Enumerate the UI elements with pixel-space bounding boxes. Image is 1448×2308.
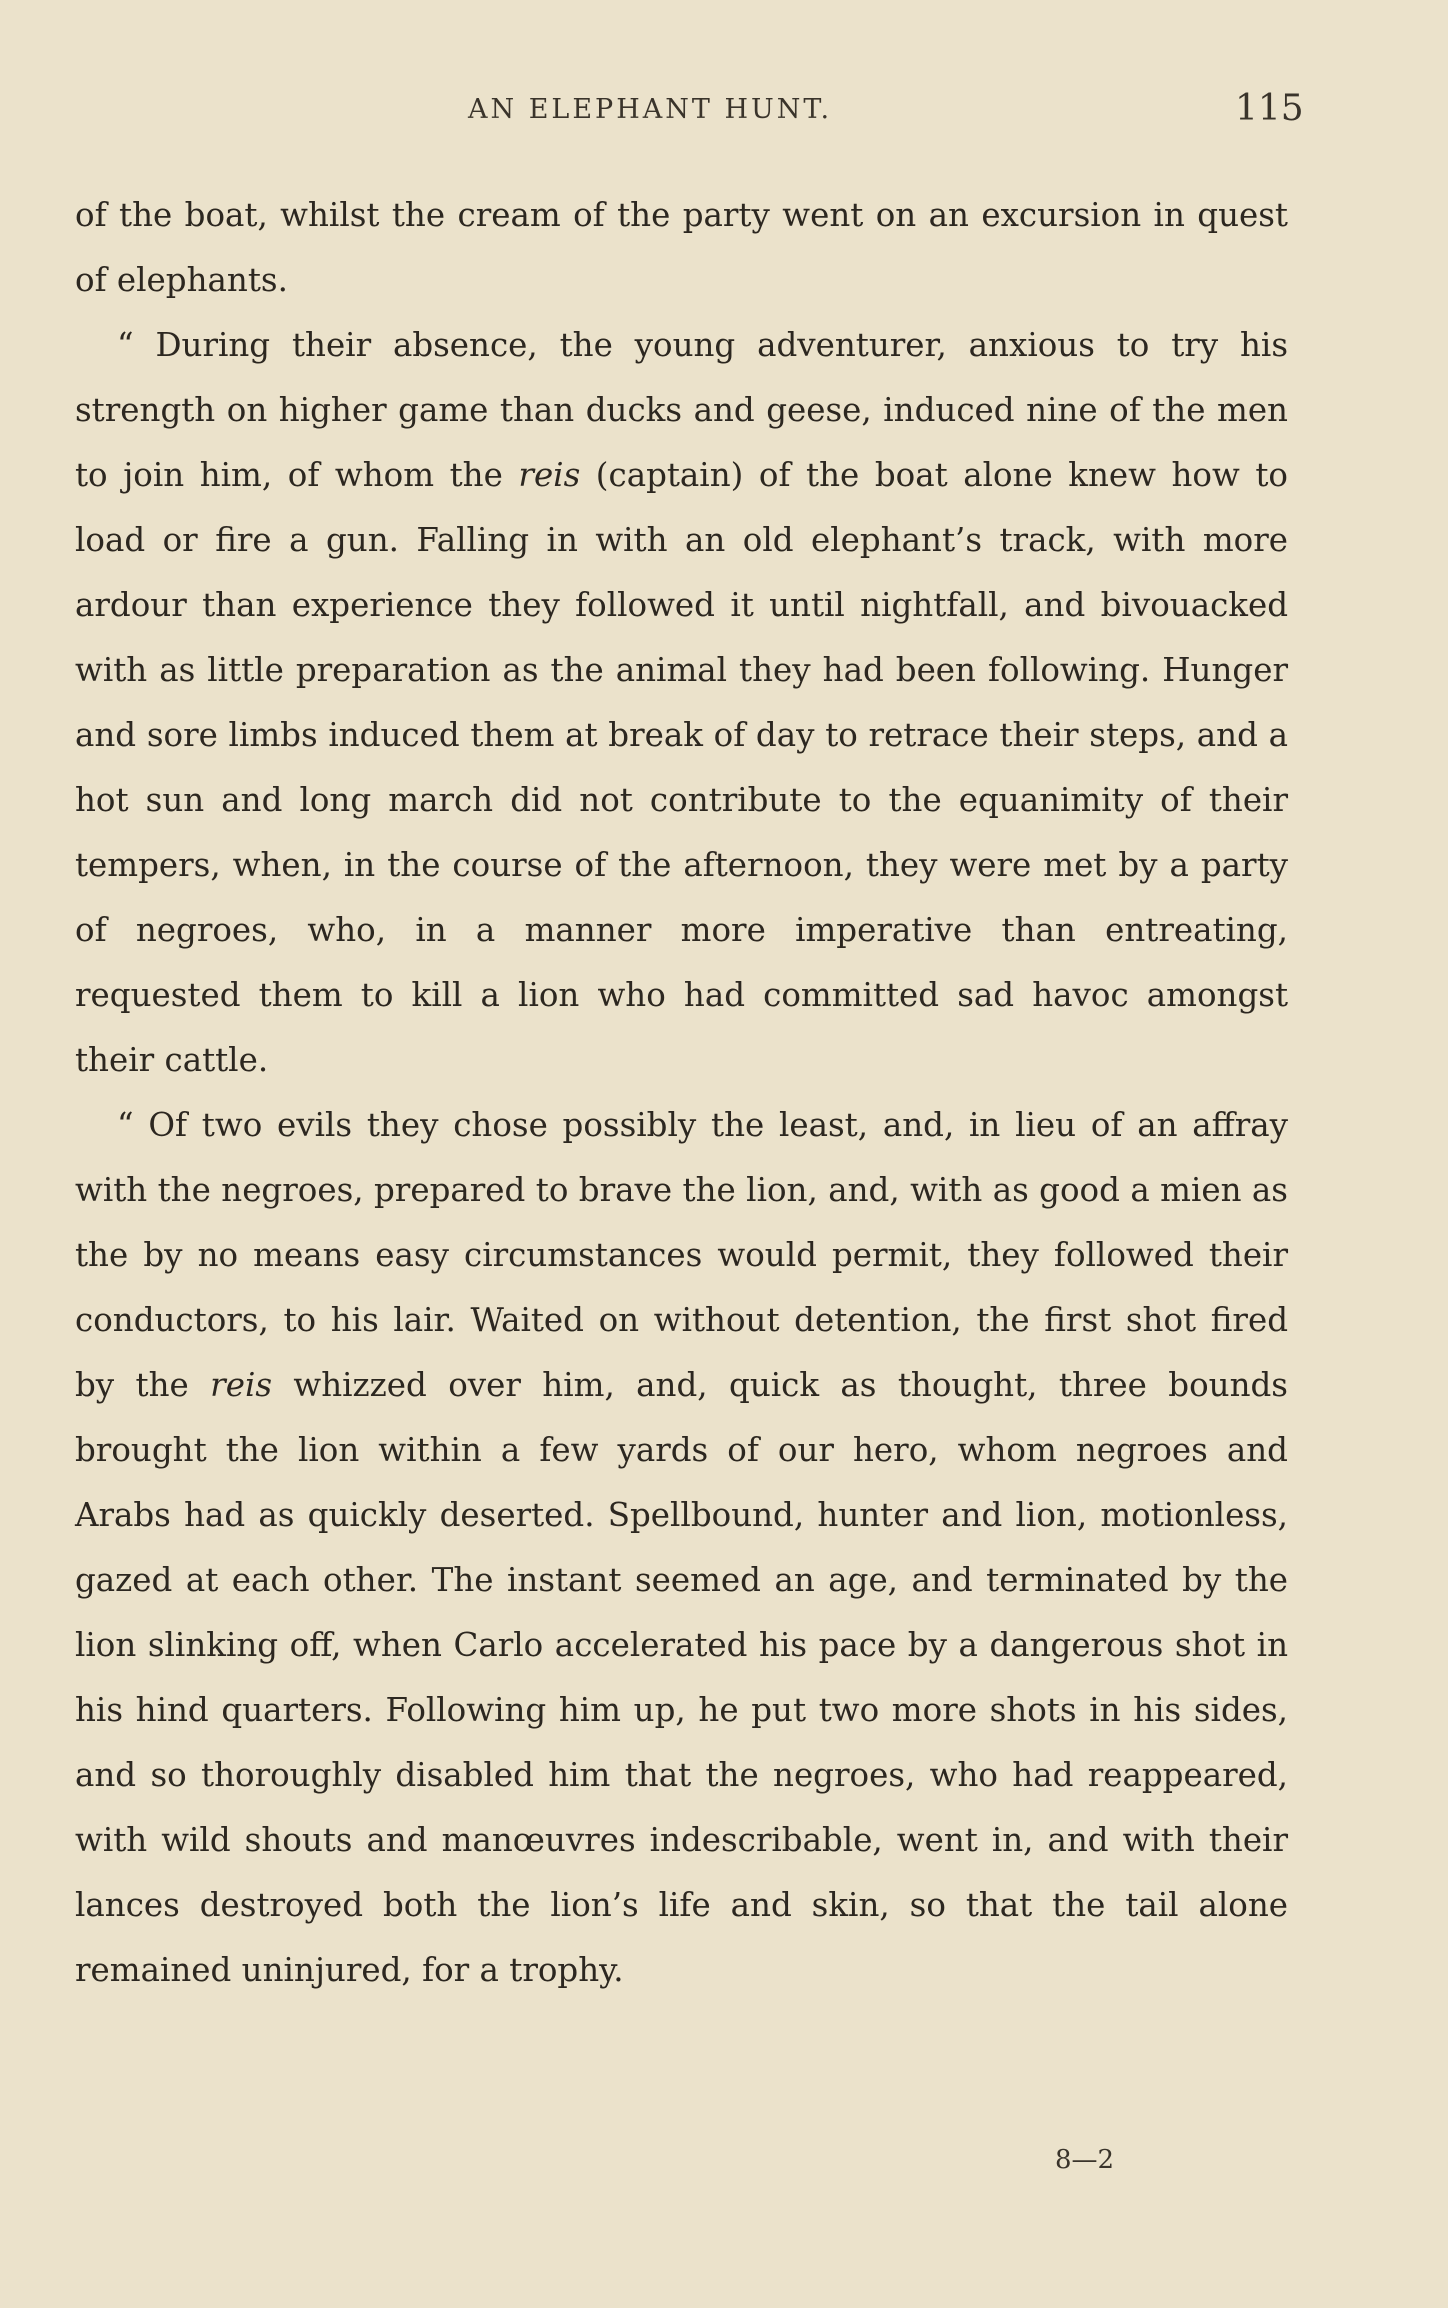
running-title: AN ELEPHANT HUNT. [468,94,833,125]
paragraph-2 [75,313,1288,1093]
paragraph-1 [75,183,1288,313]
italic-reis: reis [518,456,581,494]
paragraph-1-text: of the boat, whilst the cream of the party went on an excursion in quest of elephants. [75,196,1288,299]
paragraph-2-text-a: “ During their absence, the young adventurer, anxious to try his strength on higher game than ducks and geese, induced nine of the men to join him, of whom the [75,326,1288,494]
paragraph-3-text-b: whizzed over him, and, quick as thought, three bounds brought the lion within a few yards of our hero, whom negroes and Arabs had as quickly deserted. Spellbound, hunter and lion, motionless, gazed at each other. The instant seemed an age, and terminated by the lion slinking off, when Carlo accelerated his pace by a dangerous shot in his hind quarters. Following him up, he put two more shots in his sides, and so thoroughly disabled him that the negroes, who had reappeared, with wild shouts and manœuvres indescribable, went in, and with their lances destroyed both the lion’s life and skin, so that the tail alone remained uninjured, for a trophy. [75,1366,1288,1989]
paragraph-3 [75,1093,1288,2003]
italic-reis: reis [210,1366,273,1404]
signature-mark: 8—2 [1055,2145,1115,2175]
page-number: 115 [1235,88,1304,129]
paragraph-3-text-a: “ Of two evils they chose possibly the least, and, in lieu of an affray with the negroes, prepared to brave the lion, and, with as good a mien as the by no means easy circumstances would permit, they followed their conductors, to his lair. Waited on without detention, the first shot fired by the [75,1106,1288,1404]
body-text [75,183,1288,2003]
running-header [0,88,1448,138]
paragraph-2-text-b: (captain) of the boat alone knew how to load or fire a gun. Falling in with an old elephant’s track, with more ardour than experience they followed it until nightfall, and bivouacked with as little preparation as the animal they had been following. Hunger and sore limbs induced them at break of day to retrace their steps, and a hot sun and long march did not contribute to the equanimity of their tempers, when, in the course of the afternoon, they were met by a party of negroes, who, in a manner more imperative than entreating, requested them to kill a lion who had committed sad havoc amongst their cattle. [75,456,1288,1079]
